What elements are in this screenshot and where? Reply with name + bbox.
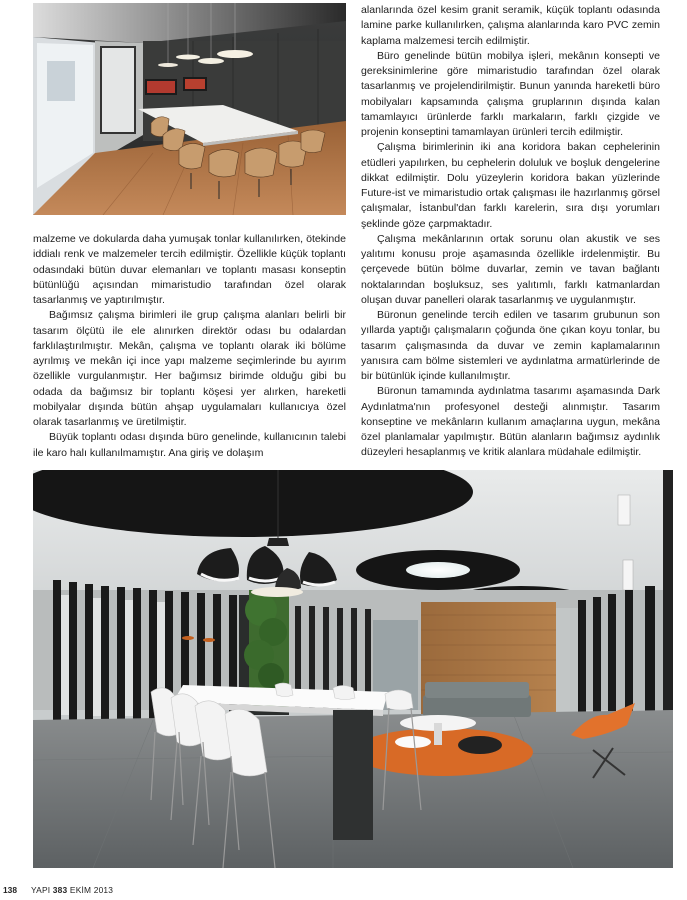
paragraph: Çalışma birimlerinin iki ana koridora bakan cephelerinin etüdleri yapılırken, bu cephelerin doluluk ve boşluk dengelerine dikkat edilmiştir. Dolu yüzeylerin koridora bakan yüzlerinde Future-ist ve mimaristudio ortak çalışması ile hazırlanmış görsel çalışmalar, İstanbul'dan farklı karelerin, sıra dışı yorumları şeklinde göze çarpmaktadır. — [361, 141, 660, 230]
paragraph: Bağımsız çalışma birimleri ile grup çalışma alanları belirli bir tasarım ölçütü ile ele alınırken direktör odası bu odalardan farklılaştırılmıştır. Mekân, çalışma ve toplantı olarak iki bölüme ayrılmış ve mekân içi ince yapı malzeme seçimlerinde bu ayırım özellikle vurgulanmıştır. Her bağımsız birimde olduğu gibi bu odada da bağımsız bir toplantı köşesi yer alırken, hareketli mobilyalar dışında bütün ahşap uygulamaları kullanıcıya özel olarak tasarlanmış ve üretilmiştir. — [33, 309, 346, 428]
lounge-area-photo — [33, 470, 673, 868]
paragraph: Büronun tamamında aydınlatma tasarımı aşamasında Dark Aydınlatma'nın profesyonel desteği alınmıştır. Tasarım konseptine ve mekânların kullanım amaçlarına uygun, mekâna özel planlamalar yapılmıştır. Bütün alanların bağımsız aydınlık düzeyleri hesaplanmış ve kritik alanlara müdahale edilmiştir. — [361, 385, 660, 459]
article-left-column — [33, 232, 346, 461]
paragraph: Büyük toplantı odası dışında büro genelinde, kullanıcının talebi ile karo halı kullanılmamıştır. Ana giriş ve dolaşım — [33, 431, 346, 459]
page-number: 138 — [3, 885, 17, 895]
paragraph: Büronun genelinde tercih edilen ve tasarım grubunun son yıllarda yaptığı çalışmaların çoğunda öne çıkan koyu tonlar, bu tasarım çalışmasında da duvar ve zemin kaplamalarının yanısıra cam bölme sistemleri ve aydınlatma armatürlerinde de bir bütünlük içinde kullanılmıştır. — [361, 309, 660, 382]
issue-number: 383 — [52, 885, 68, 895]
article-right-column — [361, 3, 660, 461]
paragraph: Çalışma mekânlarının ortak sorunu olan akustik ve ses yalıtımı konusu proje aşamasında özellikle irdelenmiştir. Bu çerçevede bütün bölme duvarlar, zemin ve tavan bağlantı noktalarından boşluksuz, ses yalıtımlı, farklı katmanlardan oluşan duvar panelleri olarak tasarlanmış ve uygulanmıştır. — [361, 232, 660, 306]
paragraph: alanlarında özel kesim granit seramik, küçük toplantı odasında lamine parke kullanılırken, çalışma alanlarında karo PVC zemin kaplama malzemesi tercih edilmiştir. — [361, 4, 660, 47]
meeting-room-photo — [33, 3, 346, 215]
issue-date: EKİM 2013 — [69, 885, 114, 895]
paragraph: malzeme ve dokularda daha yumuşak tonlar kullanılırken, ötekinde iddialı renk ve malzemeler tercih edilmiştir. Özellikle küçük toplantı odasındaki bütün duvar elemanları ve toplantı masası konseptin bütünlüğü açısından mimaristudio tarafından özel olarak tasarlanmış ve yaptırılmıştır. — [33, 233, 346, 306]
magazine-issue — [31, 885, 113, 895]
magazine-name: YAPI — [31, 885, 51, 895]
paragraph: Büro genelinde bütün mobilya işleri, mekânın konsepti ve gereksinimlerine göre mimaristudio tarafından özel olarak tasarlanmış ve projelendirilmiştir. Bunun yanında hareketli büro mobilyaları kapsamında çalışma gruplarının dışında kalan tamamlayıcı ürünlerde farklı markaların, farklı çizgide ve projenin konseptini tamamlayan ürünleri tercih edilmiştir. — [361, 49, 660, 138]
